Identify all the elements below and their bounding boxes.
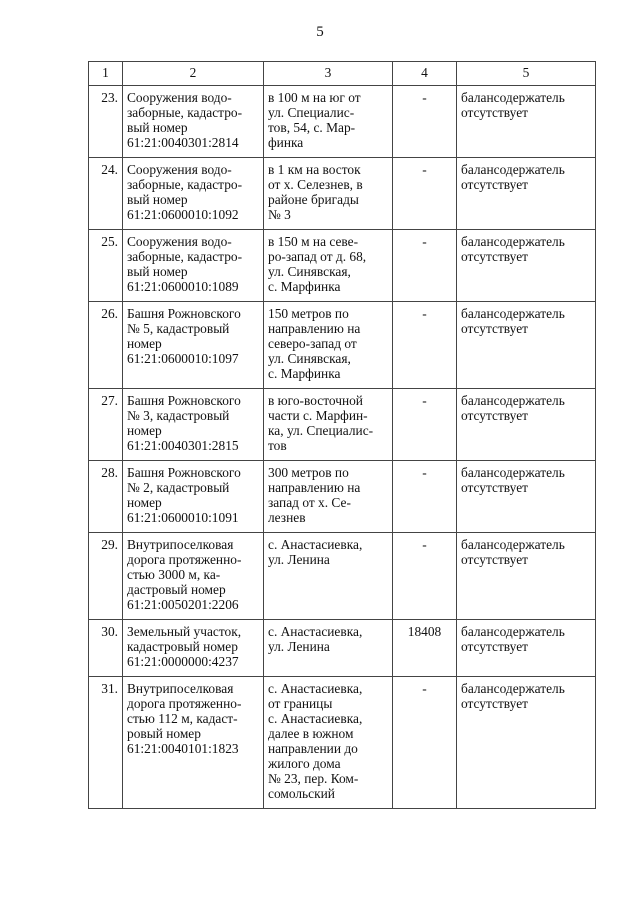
area-cell: -: [393, 533, 457, 620]
location-line: в 150 м на севе-: [268, 234, 359, 249]
location-line: ул. Ленина: [268, 552, 330, 567]
row-number: 24.: [89, 158, 123, 230]
row-number: 31.: [89, 677, 123, 809]
name-line: 61:21:0050201:2206: [127, 597, 239, 612]
row-number: 25.: [89, 230, 123, 302]
location-line: в 1 км на восток: [268, 162, 361, 177]
name-line: номер: [127, 495, 162, 510]
location-line: запад от х. Се-: [268, 495, 351, 510]
holder-line: отсутствует: [461, 177, 528, 192]
holder-cell: [457, 389, 596, 461]
name-line: номер: [127, 336, 162, 351]
location-line: 300 метров по: [268, 465, 349, 480]
location-line: жилого дома: [268, 756, 341, 771]
name-line: 61:21:0600010:1097: [127, 351, 239, 366]
row-number: 28.: [89, 461, 123, 533]
table-row: [89, 533, 596, 620]
name-line: Башня Рожновского: [127, 306, 241, 321]
name-line: кадастровый номер: [127, 639, 238, 654]
location-line: ул. Синявская,: [268, 351, 351, 366]
name-line: Внутрипоселковая: [127, 537, 234, 552]
page-number: 5: [316, 24, 324, 40]
location-line: в 100 м на юг от: [268, 90, 361, 105]
object-name-cell: [123, 461, 264, 533]
name-line: дастровый номер: [127, 582, 226, 597]
holder-line: балансодержатель: [461, 624, 565, 639]
column-header-5: 5: [457, 62, 596, 86]
location-line: тов: [268, 438, 287, 453]
object-name-cell: [123, 230, 264, 302]
location-line: с. Анастасиевка,: [268, 537, 363, 552]
name-line: дорога протяженно-: [127, 696, 242, 711]
name-line: 61:21:0600010:1092: [127, 207, 239, 222]
area-cell: -: [393, 86, 457, 158]
location-line: ул. Специалис-: [268, 105, 355, 120]
column-header-4: 4: [393, 62, 457, 86]
location-cell: [264, 677, 393, 809]
name-line: стью 3000 м, ка-: [127, 567, 221, 582]
holder-cell: [457, 461, 596, 533]
object-name-cell: [123, 158, 264, 230]
holder-line: балансодержатель: [461, 393, 565, 408]
holder-cell: [457, 158, 596, 230]
table-row: [89, 389, 596, 461]
object-name-cell: [123, 620, 264, 677]
holder-line: отсутствует: [461, 105, 528, 120]
table-body: [89, 86, 596, 809]
row-number: 29.: [89, 533, 123, 620]
holder-cell: [457, 302, 596, 389]
holder-line: балансодержатель: [461, 537, 565, 552]
name-line: Внутрипоселковая: [127, 681, 234, 696]
name-line: дорога протяженно-: [127, 552, 242, 567]
name-line: № 2, кадастровый: [127, 480, 230, 495]
location-line: с. Марфинка: [268, 366, 341, 381]
holder-line: отсутствует: [461, 552, 528, 567]
table-row: [89, 461, 596, 533]
table-row: [89, 230, 596, 302]
name-line: заборные, кадастро-: [127, 177, 243, 192]
row-number: 26.: [89, 302, 123, 389]
location-line: финка: [268, 135, 304, 150]
table-row: [89, 86, 596, 158]
holder-line: балансодержатель: [461, 681, 565, 696]
column-header-3: 3: [264, 62, 393, 86]
holder-line: отсутствует: [461, 321, 528, 336]
location-line: от границы: [268, 696, 333, 711]
holder-line: отсутствует: [461, 480, 528, 495]
name-line: ровый номер: [127, 726, 201, 741]
location-line: с. Анастасиевка,: [268, 711, 363, 726]
name-line: номер: [127, 423, 162, 438]
area-cell: -: [393, 158, 457, 230]
name-line: Сооружения водо-: [127, 234, 232, 249]
holder-line: балансодержатель: [461, 234, 565, 249]
location-line: далее в южном: [268, 726, 354, 741]
location-line: с. Анастасиевка,: [268, 681, 363, 696]
location-line: от х. Селезнев, в: [268, 177, 363, 192]
location-cell: [264, 461, 393, 533]
name-line: 61:21:0040301:2814: [127, 135, 239, 150]
table-row: [89, 158, 596, 230]
object-name-cell: [123, 389, 264, 461]
holder-line: балансодержатель: [461, 162, 565, 177]
holder-cell: [457, 677, 596, 809]
name-line: заборные, кадастро-: [127, 105, 243, 120]
location-line: № 3: [268, 207, 291, 222]
location-line: ка, ул. Специалис-: [268, 423, 374, 438]
location-cell: [264, 158, 393, 230]
name-line: Сооружения водо-: [127, 90, 232, 105]
name-line: Земельный участок,: [127, 624, 242, 639]
location-line: направлению на: [268, 480, 361, 495]
holder-line: балансодержатель: [461, 306, 565, 321]
holder-cell: [457, 230, 596, 302]
object-name-cell: [123, 86, 264, 158]
holder-line: отсутствует: [461, 408, 528, 423]
holder-line: отсутствует: [461, 249, 528, 264]
name-line: заборные, кадастро-: [127, 249, 243, 264]
location-cell: [264, 230, 393, 302]
name-line: Башня Рожновского: [127, 465, 241, 480]
location-line: районе бригады: [268, 192, 359, 207]
location-line: 150 метров по: [268, 306, 349, 321]
holder-cell: [457, 533, 596, 620]
row-number: 23.: [89, 86, 123, 158]
location-line: направлению на: [268, 321, 361, 336]
area-cell: 18408: [393, 620, 457, 677]
location-line: части с. Марфин-: [268, 408, 368, 423]
location-cell: [264, 533, 393, 620]
holder-cell: [457, 86, 596, 158]
location-line: тов, 54, с. Мар-: [268, 120, 356, 135]
holder-line: балансодержатель: [461, 465, 565, 480]
area-cell: -: [393, 389, 457, 461]
name-line: 61:21:0000000:4237: [127, 654, 239, 669]
holder-line: отсутствует: [461, 639, 528, 654]
area-cell: -: [393, 230, 457, 302]
location-line: направлении до: [268, 741, 358, 756]
location-cell: [264, 620, 393, 677]
area-cell: -: [393, 302, 457, 389]
location-line: северо-запад от: [268, 336, 357, 351]
name-line: 61:21:0040101:1823: [127, 741, 239, 756]
name-line: вый номер: [127, 192, 188, 207]
name-line: Башня Рожновского: [127, 393, 241, 408]
name-line: № 5, кадастровый: [127, 321, 230, 336]
name-line: 61:21:0600010:1091: [127, 510, 239, 525]
location-line: ро-запад от д. 68,: [268, 249, 367, 264]
row-number: 27.: [89, 389, 123, 461]
name-line: № 3, кадастровый: [127, 408, 230, 423]
column-header-1: 1: [89, 62, 123, 86]
table-header-row: [89, 62, 596, 86]
name-line: вый номер: [127, 120, 188, 135]
table-row: [89, 677, 596, 809]
holder-cell: [457, 620, 596, 677]
column-header-2: 2: [123, 62, 264, 86]
location-cell: [264, 302, 393, 389]
location-line: с. Марфинка: [268, 279, 341, 294]
name-line: 61:21:0040301:2815: [127, 438, 239, 453]
table-row: [89, 302, 596, 389]
table-row: [89, 620, 596, 677]
location-line: № 23, пер. Ком-: [268, 771, 359, 786]
location-line: ул. Ленина: [268, 639, 330, 654]
location-line: сомольский: [268, 786, 335, 801]
name-line: Сооружения водо-: [127, 162, 232, 177]
row-number: 30.: [89, 620, 123, 677]
location-line: в юго-восточной: [268, 393, 363, 408]
location-cell: [264, 86, 393, 158]
object-name-cell: [123, 533, 264, 620]
holder-line: отсутствует: [461, 696, 528, 711]
name-line: стью 112 м, кадаст-: [127, 711, 238, 726]
name-line: 61:21:0600010:1089: [127, 279, 239, 294]
property-registry-table: [88, 61, 596, 809]
object-name-cell: [123, 302, 264, 389]
holder-line: балансодержатель: [461, 90, 565, 105]
location-line: с. Анастасиевка,: [268, 624, 363, 639]
area-cell: -: [393, 461, 457, 533]
area-cell: -: [393, 677, 457, 809]
location-cell: [264, 389, 393, 461]
object-name-cell: [123, 677, 264, 809]
name-line: вый номер: [127, 264, 188, 279]
location-line: лезнев: [268, 510, 306, 525]
location-line: ул. Синявская,: [268, 264, 351, 279]
